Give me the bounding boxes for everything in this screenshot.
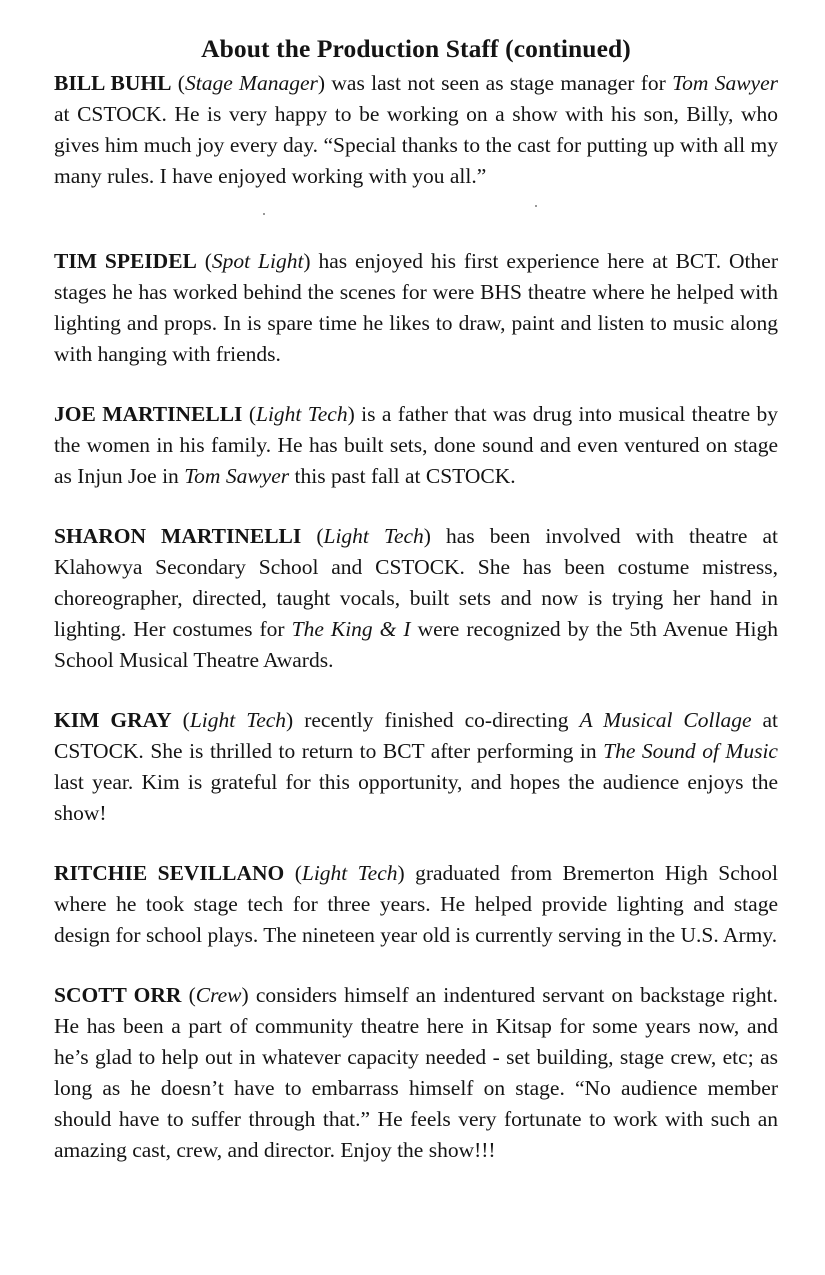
staff-name: SCOTT ORR [54, 983, 182, 1007]
staff-name: JOE MARTINELLI [54, 402, 243, 426]
staff-name: TIM SPEIDEL [54, 249, 197, 273]
show-title: A Musical Collage [579, 708, 752, 732]
bio-paragraph [54, 705, 778, 829]
page-title: About the Production Staff (continued) [201, 34, 631, 63]
staff-role: (Light Tech) [316, 524, 431, 548]
show-title: The Sound of Music [603, 739, 778, 763]
staff-name: KIM GRAY [54, 708, 172, 732]
staff-name: SHARON MARTINELLI [54, 524, 302, 548]
staff-role: (Crew) [188, 983, 249, 1007]
staff-role: (Spot Light) [204, 249, 311, 273]
staff-role: (Light Tech) [182, 708, 294, 732]
bio-text: has enjoyed his first experience here at BCT. Other stages he has worked behind the scenes for were BHS theatre where he helped with lighting and props. In is spare time he likes to draw, paint and listen to music along with hanging with friends. [54, 249, 778, 366]
bio-text: considers himself an indentured servant on backstage right. He has been a part of community theatre here in Kitsap for some years now, and he’s glad to help out in whatever capacity needed - set building, stage crew, etc; as long as he doesn’t have to embarrass himself on stage. “No audience member should have to suffer through that.” He feels very fortunate to work with such an amazing cast, crew, and director. Enjoy the show!!! [54, 983, 779, 1162]
bio-text: graduated from Bremerton High School where he took stage tech for three years. He helped provide lighting and stage design for school plays. The nineteen year old is currently serving in the U.S. Army. [54, 861, 778, 947]
bio-text: recently finished co-directing A Musical Collage at CSTOCK. She is thrilled to return to BCT after performing in The Sound of Music last year. Kim is grateful for this opportunity, and hopes the audience enjoys the show! [54, 708, 778, 825]
bio-paragraph [54, 399, 778, 492]
bio-text: is a father that was drug into musical theatre by the women in his family. He has built sets, done sound and even ventured on stage as Injun Joe in Tom Sawyer this past fall at CSTOCK. [54, 402, 779, 488]
staff-role: (Light Tech) [294, 861, 405, 885]
bio-paragraph [54, 858, 778, 951]
scan-speck [535, 205, 537, 207]
production-staff-section [54, 32, 778, 1166]
bio-text: was last not seen as stage manager for Tom Sawyer at CSTOCK. He is very happy to be working on a show with his son, Billy, who gives him much joy every day. “Special thanks to the cast for putting up with all my many rules. I have enjoyed working with you all.” [54, 71, 779, 188]
staff-name: BILL BUHL [54, 71, 172, 95]
bio-text: has been involved with theatre at Klahowya Secondary School and CSTOCK. She has been costume mistress, choreographer, directed, taught vocals, built sets and now is trying her hand in lighting. Her costumes for The King & I were recognized by the 5th Avenue High School Musical Theatre Awards. [54, 524, 778, 672]
show-title: Tom Sawyer [184, 464, 290, 488]
bio-paragraph [54, 521, 778, 676]
show-title: The King & I [291, 617, 411, 641]
bio-paragraph [54, 980, 778, 1166]
bio-paragraph [54, 246, 778, 370]
staff-role: (Stage Manager) [177, 71, 326, 95]
scan-speck [263, 213, 265, 215]
staff-name: RITCHIE SEVILLANO [54, 861, 285, 885]
show-title: Tom Sawyer [672, 71, 779, 95]
staff-role: (Light Tech) [248, 402, 355, 426]
bio-paragraph [54, 68, 778, 192]
